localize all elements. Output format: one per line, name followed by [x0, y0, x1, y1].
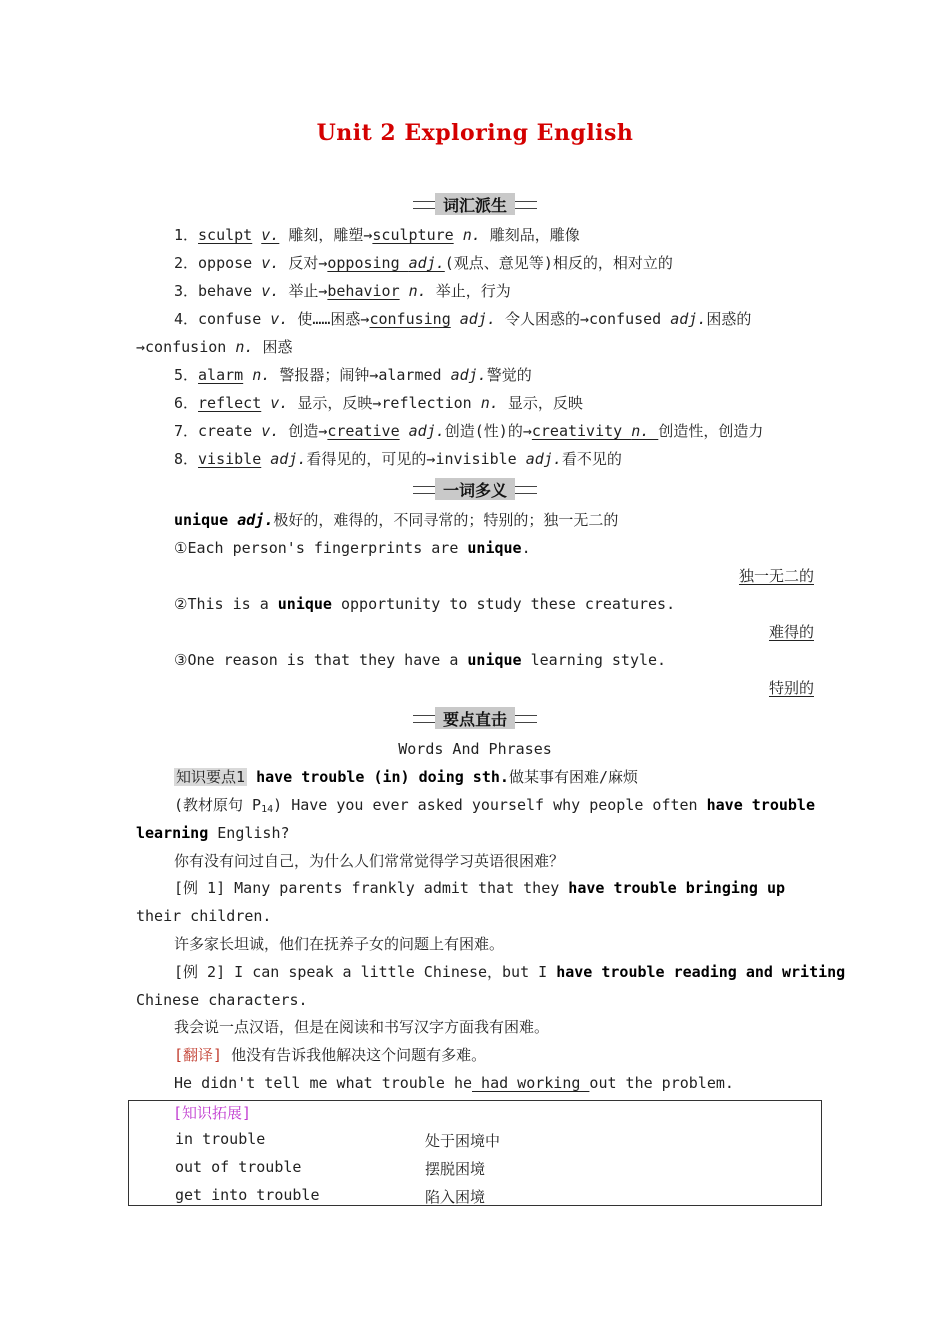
- derivation-item-4-continued: →confusion n. 困惑: [136, 338, 293, 356]
- translation-answer: He didn't tell me what trouble he had working out the problem.: [174, 1074, 734, 1092]
- section-heading-label: 要点直击: [442, 709, 507, 729]
- section-heading-derivation: [0, 191, 950, 217]
- example-2: [例 2] I can speak a little Chinese，but I have trouble reading and writing: [174, 963, 846, 981]
- example-1-line2: their children.: [136, 907, 272, 925]
- section-heading-keypoints: [0, 705, 950, 731]
- knowledge-point-tag: 知识要点1: [176, 768, 246, 786]
- polysemy-answer-3: 特别的: [768, 679, 814, 697]
- polysemy-answer-1: 独一无二的: [738, 567, 814, 585]
- derivation-item-5: 5．alarm n. 警报器；闹钟→alarmed adj.警觉的: [174, 366, 532, 384]
- expansion-row: get into trouble 陷入困境: [175, 1186, 486, 1206]
- derivation-item-7: 7．create v. 创造→creative adj.创造(性)的→creativity n. 创造性，创造力: [174, 422, 764, 440]
- derivation-item-1: 1．sculpt v. 雕刻，雕塑→sculpture n. 雕刻品，雕像: [174, 226, 580, 244]
- example-2-line2: Chinese characters.: [136, 991, 308, 1009]
- section-heading-polysemy: [0, 476, 950, 502]
- page-title: Unit 2 Exploring English: [316, 120, 634, 146]
- example-1-translation: 许多家长坦诚，他们在抚养子女的问题上有困难。: [174, 935, 505, 953]
- translation-tag: [翻译]: [174, 1046, 223, 1064]
- keypoints-subtitle: Words And Phrases: [398, 740, 552, 758]
- polysemy-example-2: ②This is a unique opportunity to study these creatures.: [174, 595, 676, 613]
- knowledge-expansion-label: [知识拓展]: [173, 1104, 252, 1122]
- knowledge-expansion-box: [128, 1100, 822, 1206]
- textbook-sentence: (教材原句 $P_{14}$) Have you ever asked yourself why people often have trouble: [174, 796, 815, 815]
- section-heading-label: 词汇派生: [442, 195, 507, 215]
- derivation-item-3: 3．behave v. 举止→behavior n. 举止，行为: [174, 282, 511, 300]
- textbook-sentence-translation: 你有没有问过自己，为什么人们常常觉得学习英语很困难？: [174, 852, 565, 870]
- derivation-item-4: 4．confuse v. 使……困惑→confusing adj. 令人困惑的→confused adj.困惑的: [174, 310, 752, 328]
- expansion-row: in trouble 处于困境中: [175, 1130, 501, 1150]
- example-2-translation: 我会说一点汉语，但是在阅读和书写汉字方面我有困难。: [174, 1018, 550, 1036]
- polysemy-headword: unique adj.极好的，难得的，不同寻常的；特别的；独一无二的: [174, 511, 619, 529]
- polysemy-answer-2: 难得的: [768, 623, 814, 641]
- example-1: [例 1] Many parents frankly admit that they have trouble bringing up: [174, 879, 786, 897]
- translation-exercise: [翻译] 他没有告诉我他解决这个问题有多难。: [174, 1046, 487, 1064]
- knowledge-point-1: 知识要点1 have trouble (in) doing sth.做某事有困难/麻烦: [176, 768, 638, 786]
- section-heading-label: 一词多义: [442, 480, 507, 500]
- derivation-item-6: 6．reflect v. 显示，反映→reflection n. 显示，反映: [174, 394, 583, 412]
- expansion-row: out of trouble 摆脱困境: [175, 1158, 486, 1178]
- textbook-sentence-line2: learning English?: [136, 824, 290, 842]
- derivation-item-8: 8．visible adj.看得见的，可见的→invisible adj.看不见的: [174, 450, 622, 468]
- polysemy-example-3: ③One reason is that they have a unique learning style.: [174, 651, 667, 669]
- polysemy-example-1: ①Each person's fingerprints are unique.: [174, 539, 531, 557]
- derivation-item-2: 2．oppose v. 反对→opposing adj.(观点、意见等)相反的，相对立的: [174, 254, 673, 272]
